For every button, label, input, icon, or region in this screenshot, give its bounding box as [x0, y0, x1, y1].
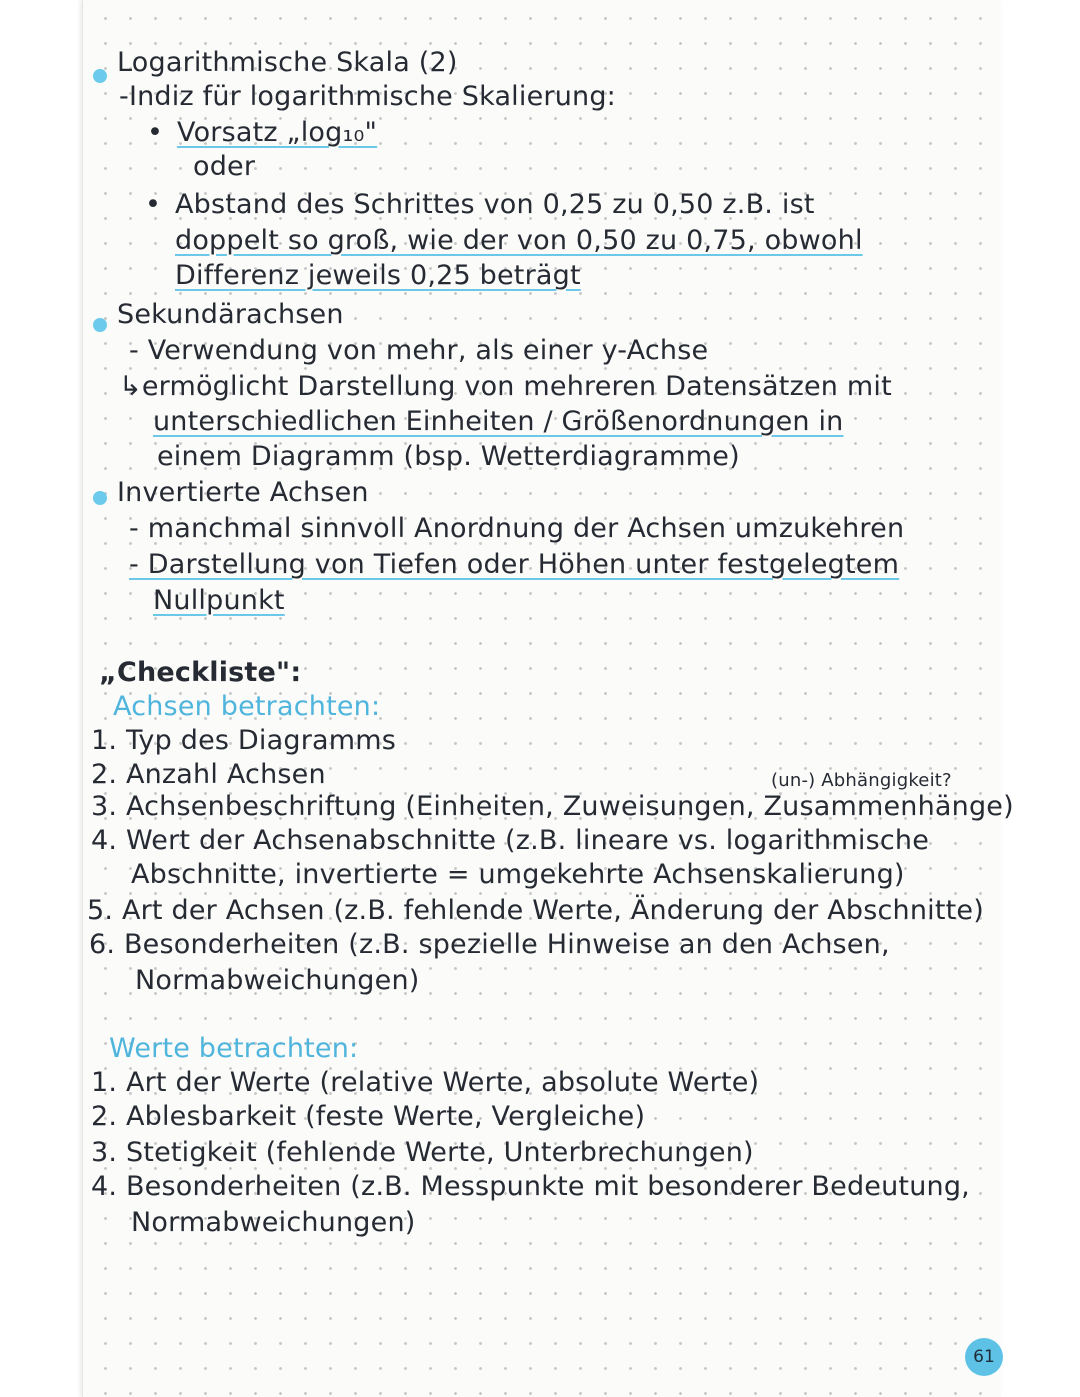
values-item-3: 3. Stetigkeit (fehlende Werte, Unterbrechungen) [91, 1137, 754, 1168]
log-indicator: -Indiz für logarithmische Skalierung: [119, 81, 616, 112]
page-number-badge: 61 [965, 1338, 1003, 1376]
secondary-enable-3: einem Diagramm (bsp. Wetterdiagramme) [157, 441, 740, 472]
secondary-enable-1: ↳ermöglicht Darstellung von mehreren Datensätzen mit [119, 371, 892, 402]
values-item-1: 1. Art der Werte (relative Werte, absolute Werte) [91, 1067, 760, 1098]
inverted-item-1: - manchmal sinnvoll Anordnung der Achsen umzukehren [129, 513, 905, 544]
axes-item-6: 6. Besonderheiten (z.B. spezielle Hinweise an den Achsen, [89, 929, 890, 960]
notebook-page [82, 0, 1014, 1397]
log-step-line-2: doppelt so groß, wie der von 0,50 zu 0,75, obwohl [175, 225, 863, 256]
log-step-line-3: Differenz jeweils 0,25 beträgt [175, 260, 581, 291]
axes-heading: Achsen betrachten: [113, 691, 381, 722]
axes-item-3: 3. Achsenbeschriftung (Einheiten, Zuweisungen, Zusammenhänge) [91, 791, 1014, 822]
log-prefix: Vorsatz „log₁₀" [177, 117, 378, 148]
secondary-use: - Verwendung von mehr, als einer y-Achse [129, 335, 709, 366]
axes-item-1: 1. Typ des Diagramms [91, 725, 397, 756]
bullet-dot [93, 318, 107, 332]
axes-item-2: 2. Anzahl Achsen [91, 759, 326, 790]
bullet-dot [93, 491, 107, 505]
section-title-log-scale: Logarithmische Skala (2) [117, 47, 458, 78]
inverted-item-2-cont: Nullpunkt [153, 585, 285, 616]
values-item-4: 4. Besonderheiten (z.B. Messpunkte mit besonderer Bedeutung, [91, 1171, 970, 1202]
bullet-dot [93, 69, 107, 83]
section-title-inverted-axes: Invertierte Achsen [117, 477, 369, 508]
section-title-secondary-axes: Sekundärachsen [117, 299, 344, 330]
inverted-item-2: - Darstellung von Tiefen oder Höhen unter festgelegtem [129, 549, 900, 580]
log-prefix-bullet: • [147, 117, 164, 148]
axes-item-4-cont: Abschnitte, invertierte = umgekehrte Achsenskalierung) [131, 859, 905, 890]
checklist-title: „Checkliste": [99, 657, 302, 688]
values-item-2: 2. Ablesbarkeit (feste Werte, Vergleiche) [91, 1101, 646, 1132]
axes-item-6-cont: Normabweichungen) [135, 965, 420, 996]
axes-item-5: 5. Art der Achsen (z.B. fehlende Werte, Änderung der Abschnitte) [87, 895, 984, 926]
secondary-enable-2: unterschiedlichen Einheiten / Größenordnungen in [153, 406, 844, 437]
values-item-4-cont: Normabweichungen) [131, 1207, 416, 1238]
log-step-line-1: Abstand des Schrittes von 0,25 zu 0,50 z.B. ist [175, 189, 815, 220]
log-or: oder [193, 151, 256, 182]
axes-item-4: 4. Wert der Achsenabschnitte (z.B. lineare vs. logarithmische [91, 825, 930, 856]
axes-note: (un-) Abhängigkeit? [771, 770, 952, 791]
values-heading: Werte betrachten: [109, 1033, 359, 1064]
log-step-bullet: • [145, 189, 162, 220]
